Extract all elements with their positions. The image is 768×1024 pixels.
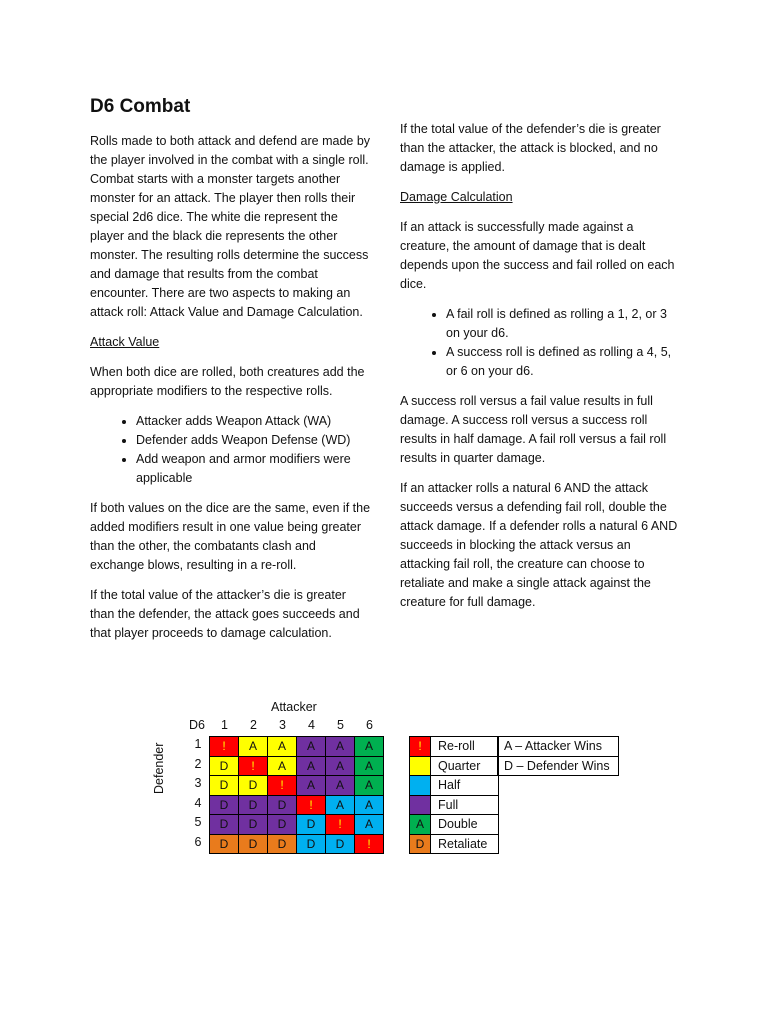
column-header: 3 [279,718,286,732]
legend-row [410,815,499,835]
intro-paragraph: Rolls made to both attack and defend are made by the player involved in the combat with a single roll. Combat starts with a monster targets another monster for an attack. The player then rolls their special 2d6 dice. The white die represent the player and the black die represents the other monster. The resulting rolls determine the success and damage that results from the combat encounter. There are two aspects to making an attack roll: Attack Value and Damage Calculation. [90,134,371,319]
grid-cell: D [268,795,297,815]
grid-cell: D [210,834,239,854]
left-column [90,96,372,654]
column-header: 6 [366,718,373,732]
legend-label: Re-roll [431,737,499,757]
legend-swatch: A [410,815,431,835]
grid-cell: D [210,795,239,815]
damage-legend [409,736,499,854]
grid-cell: A [355,776,384,796]
damage-paragraph-2: A success roll versus a fail value results in full damage. A success roll versus a success roll results in half damage. A fail roll versus a fail roll results in quarter damage. [400,394,667,465]
list-item: • Add weapon and armor modifiers were applicable [136,450,372,488]
damage-paragraph-1: If an attack is successfully made against a creature, the amount of damage that is dealt depends upon the success and fail rolled on each dice. [400,220,675,291]
grid-cell: A [297,776,326,796]
list-item: • Attacker adds Weapon Attack (WA) [136,412,372,431]
grid-cell: D [210,815,239,835]
attack-value-heading: Attack Value [90,335,160,349]
grid-cell: A [355,795,384,815]
row-header: 6 [194,834,202,849]
grid-cell: A [297,737,326,757]
row-header: 4 [194,795,202,810]
key-defender-wins: D – Defender Wins [498,756,619,776]
column-header: 5 [337,718,344,732]
legend-label: Double [431,815,499,835]
page-title: D6 Combat [90,96,191,117]
defender-axis-label: Defender [152,742,166,794]
legend-label: Quarter [431,756,499,776]
grid-cell: A [326,737,355,757]
grid-cell: D [239,834,268,854]
combat-outcome-grid [209,736,384,854]
legend-row [410,776,499,796]
grid-cell: ! [210,737,239,757]
list-item: • A success roll is defined as rolling a 4, 5, or 6 on your d6. [446,343,682,381]
grid-cell: A [326,795,355,815]
grid-cell: A [326,776,355,796]
legend-row [410,795,499,815]
grid-cell: A [355,737,384,757]
grid-row [210,834,384,854]
grid-row [210,756,384,776]
grid-cell: D [297,815,326,835]
row-header: 2 [194,756,202,771]
grid-corner-label: D6 [189,718,205,732]
grid-row [210,815,384,835]
grid-cell: A [268,737,297,757]
legend-row [410,737,499,757]
grid-cell: A [326,756,355,776]
grid-row [210,795,384,815]
grid-cell: D [268,815,297,835]
legend-swatch: ! [410,737,431,757]
list-item: • Defender adds Weapon Defense (WD) [136,431,372,450]
grid-cell: D [239,795,268,815]
grid-cell: ! [268,776,297,796]
key-attacker-wins: A – Attacker Wins [498,737,619,757]
damage-calculation-heading: Damage Calculation [400,190,513,204]
row-header: 5 [194,815,202,829]
right-column [400,120,682,623]
grid-cell: D [297,834,326,854]
blocked-paragraph: If the total value of the defender’s die is greater than the attacker, the attack is blocked, and no damage is applied. [400,122,661,174]
grid-cell: D [239,776,268,796]
legend-label: Retaliate [431,834,499,854]
attack-paragraph-1: When both dice are rolled, both creatures add the appropriate modifiers to the respective rolls. [90,365,365,398]
legend-swatch [410,756,431,776]
column-header: 4 [308,718,315,732]
grid-cell: D [268,834,297,854]
attacker-axis-label: Attacker [271,700,317,714]
damage-paragraph-3: If an attacker rolls a natural 6 AND the attack succeeds versus a defending fail roll, double the attack damage. If a defender rolls a natural 6 AND succeeds in blocking the attack versus an attacking fail roll, the creature can choose to retaliate and make a single attack against the creature for full damage. [400,481,678,609]
legend-swatch: D [410,834,431,854]
legend-swatch [410,795,431,815]
attack-paragraph-3: If the total value of the attacker’s die is greater than the defender, the attack goes succeeds and that player proceeds to damage calculation. [90,588,360,640]
legend-swatch [410,776,431,796]
legend-row [410,834,499,854]
grid-cell: ! [355,834,384,854]
grid-row [210,776,384,796]
legend-label: Half [431,776,499,796]
roll-definition-list [400,305,682,381]
column-header: 1 [221,718,228,732]
grid-cell: ! [326,815,355,835]
grid-cell: A [355,756,384,776]
legend-row [410,756,499,776]
grid-row [210,737,384,757]
row-header: 1 [194,737,202,751]
grid-cell: ! [297,795,326,815]
grid-cell: D [210,756,239,776]
list-item: • A fail roll is defined as rolling a 1, 2, or 3 on your d6. [446,305,682,343]
grid-cell: D [210,776,239,796]
winner-key [497,736,619,776]
row-header: 3 [194,776,202,790]
grid-cell: A [239,737,268,757]
grid-cell: A [297,756,326,776]
legend-label: Full [431,795,499,815]
grid-cell: ! [239,756,268,776]
column-header: 2 [250,718,257,732]
grid-cell: A [268,756,297,776]
modifier-list [90,412,372,488]
attack-paragraph-2: If both values on the dice are the same, even if the added modifiers result in one value being greater than the other, the combatants clash and exchange blows, resulting in a re-roll. [90,501,371,572]
grid-cell: D [326,834,355,854]
grid-cell: D [239,815,268,835]
grid-cell: A [355,815,384,835]
